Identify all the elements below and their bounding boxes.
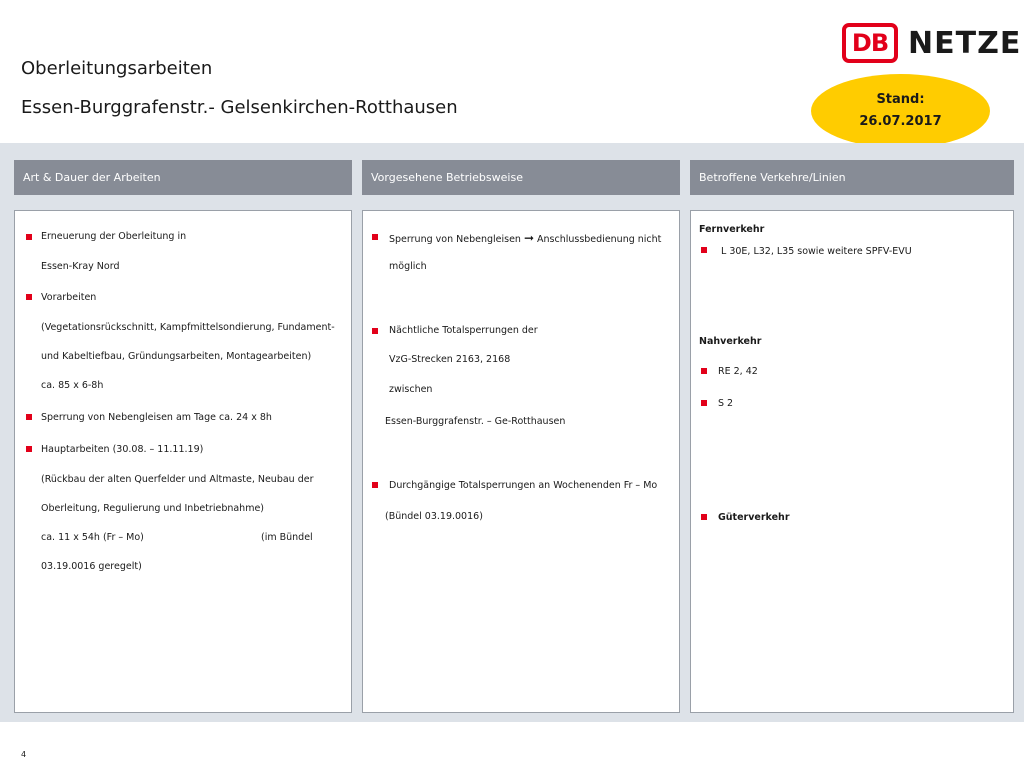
list-item: (Vegetationsrückschnitt, Kampfmittelsondierung, Fundament- <box>41 322 335 333</box>
stand-badge <box>811 74 990 148</box>
bullet-icon <box>26 446 32 452</box>
column-heading-verkehre: Betroffene Verkehre/Linien <box>690 160 1014 195</box>
list-item: Oberleitung, Regulierung und Inbetriebnahme) <box>41 503 265 514</box>
bullet-icon <box>701 247 707 253</box>
category-nahverkehr: Nahverkehr <box>699 336 762 347</box>
column-box-verkehre <box>690 210 1014 713</box>
bullet-icon <box>701 400 707 406</box>
category-gueterverkehr: Güterverkehr <box>718 512 790 523</box>
bullet-icon <box>701 514 707 520</box>
page-number: 4 <box>21 750 27 759</box>
list-item: RE 2, 42 <box>718 366 758 377</box>
bullet-icon <box>372 234 378 240</box>
list-item: ca. 85 x 6-8h <box>41 380 104 391</box>
arrow-right-icon: ➞ <box>523 231 534 245</box>
bullet-icon <box>701 368 707 374</box>
list-item: VzG-Strecken 2163, 2168 <box>389 354 511 365</box>
list-item: und Kabeltiefbau, Gründungsarbeiten, Montagearbeiten) <box>41 351 312 362</box>
bullet-icon <box>26 414 32 420</box>
column-box-art-dauer <box>14 210 352 713</box>
list-item: L 30E, L32, L35 sowie weitere SPFV-EVU <box>721 246 912 257</box>
column-heading-art-dauer: Art & Dauer der Arbeiten <box>14 160 352 195</box>
list-item-text: Sperrung von Nebengleisen <box>389 234 521 245</box>
bullet-icon <box>26 294 32 300</box>
list-item: möglich <box>389 261 427 272</box>
list-item: Hauptarbeiten (30.08. – 11.11.19) <box>41 444 204 455</box>
page-title-line2: Essen-Burggrafenstr.- Gelsenkirchen-Rotthausen <box>21 97 458 118</box>
list-item <box>389 231 661 245</box>
list-item: ca. 11 x 54h (Fr – Mo) <box>41 532 144 543</box>
bullet-icon <box>26 234 32 240</box>
page-title-line1: Oberleitungsarbeiten <box>21 58 213 79</box>
column-box-betriebsweise <box>362 210 680 713</box>
column-heading-betriebsweise: Vorgesehene Betriebsweise <box>362 160 680 195</box>
netze-logo-text: NETZE <box>908 25 1022 61</box>
list-item: Sperrung von Nebengleisen am Tage ca. 24 x 8h <box>41 412 272 423</box>
list-item: Essen-Burggrafenstr. – Ge-Rotthausen <box>385 416 566 427</box>
list-item-text: Anschlussbedienung nicht <box>537 234 662 245</box>
list-item: (im Bündel <box>261 532 313 543</box>
list-item: Durchgängige Totalsperrungen an Wochenenden Fr – Mo <box>389 480 658 491</box>
list-item: (Rückbau der alten Querfelder und Altmaste, Neubau der <box>41 474 314 485</box>
list-item: S 2 <box>718 398 734 409</box>
list-item: Essen-Kray Nord <box>41 261 120 272</box>
list-item: zwischen <box>389 384 433 395</box>
bullet-icon <box>372 328 378 334</box>
category-fernverkehr: Fernverkehr <box>699 224 765 235</box>
db-logo-icon: DB <box>842 23 898 63</box>
list-item: Erneuerung der Oberleitung in <box>41 231 187 242</box>
stand-date: 26.07.2017 <box>859 114 942 129</box>
db-netze-logo <box>842 22 1021 64</box>
list-item: (Bündel 03.19.0016) <box>385 511 483 522</box>
list-item: 03.19.0016 geregelt) <box>41 561 142 572</box>
list-item: Vorarbeiten <box>41 292 97 303</box>
list-item: Nächtliche Totalsperrungen der <box>389 325 538 336</box>
bullet-icon <box>372 482 378 488</box>
stand-label: Stand: <box>876 92 925 107</box>
